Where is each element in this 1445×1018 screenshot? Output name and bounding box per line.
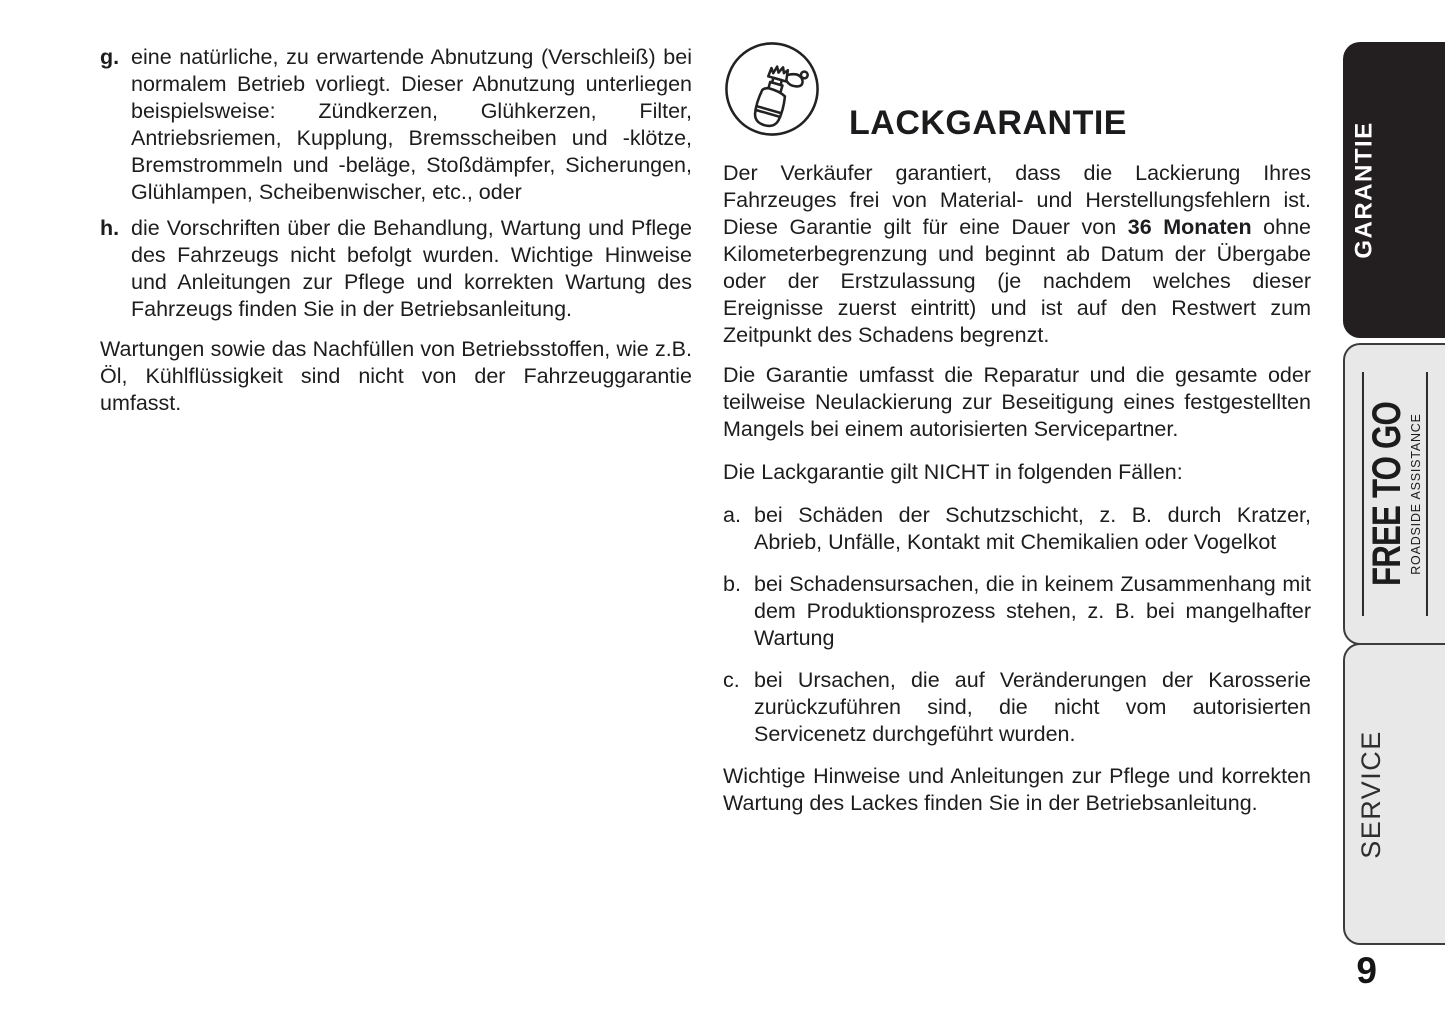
list-item-text: eine natürliche, zu erwartende Abnutzung (Verschleiß) bei normalem Betrieb vorliegt. Dieser Abnutzung unterliegen beispielsweise: Zündkerzen, Glühkerzen, Filter, Antriebsriemen, Kupplung, Bremsscheiben und -klötze, Bremstrommeln und -beläge, Stoßdämpfer, Sicherungen, Glühlampen, Scheibenwischer, etc., oder bbox=[131, 45, 692, 204]
tab-label-wrap bbox=[1343, 42, 1445, 338]
exclusion-label: a. bbox=[723, 503, 741, 527]
section-title: LACKGARANTIE bbox=[849, 104, 1127, 142]
tab-garantie-label: GARANTIE bbox=[1351, 121, 1378, 259]
paragraph-text: ohne Kilometerbegrenzung und beginnt ab Datum der Übergabe oder der Erstzulassung (je nachdem welches dieser Ereignisse zuerst eintritt) und ist auf den Restwert zum Zeitpunkt des Schadens begrenzt. bbox=[723, 215, 1311, 347]
section-header bbox=[723, 40, 1311, 142]
exclusion-item-b bbox=[723, 571, 1311, 652]
tab-label-wrap bbox=[1345, 345, 1445, 643]
list-item-g bbox=[100, 44, 692, 206]
paragraph-text: Der Verkäufer garantiert, dass die Lackierung Ihres Fahrzeuges frei von Material- und Herstellungsfehlern ist. Diese Garantie gilt für eine Dauer von bbox=[723, 161, 1311, 239]
exclusion-text: bei Schadensursachen, die in keinem Zusammenhang mit dem Produktionsprozess stehen, z. B. bei mangelhafter Wartung bbox=[754, 572, 1311, 650]
exclusions-intro: Die Lackgarantie gilt NICHT in folgenden Fällen: bbox=[723, 460, 1183, 484]
exclusion-label: c. bbox=[723, 668, 740, 692]
tab-service[interactable] bbox=[1343, 643, 1445, 945]
tab-free-to-go-label: FREE TO GO bbox=[1365, 401, 1409, 587]
tab-free-to-go-sublabel: ROADSIDE ASSISTANCE bbox=[1409, 413, 1423, 575]
list-item-label: h. bbox=[100, 216, 120, 240]
warranty-paragraph-2: Die Garantie umfasst die Reparatur und die gesamte oder teilweise Neulackierung zur Beseitigung eines festgestellten Mangels bei einem autorisierten Servicepartner. bbox=[723, 363, 1311, 441]
tab-label-wrap bbox=[1345, 645, 1445, 943]
care-instructions-note: Wichtige Hinweise und Anleitungen zur Pflege und korrekten Wartung des Lackes finden Sie in der Betriebsanleitung. bbox=[723, 764, 1311, 815]
exclusion-text: bei Schäden der Schutzschicht, z. B. durch Kratzer, Abrieb, Unfälle, Kontakt mit Chemikalien oder Vogelkot bbox=[754, 503, 1311, 554]
exclusion-text: bei Ursachen, die auf Veränderungen der Karosserie zurückzuführen sind, die nicht vom autorisierten Servicenetz durchgeführt wurden. bbox=[754, 668, 1311, 746]
exclusion-label: b. bbox=[723, 572, 741, 596]
list-item-h bbox=[100, 215, 692, 323]
warranty-paragraph-1 bbox=[723, 160, 1311, 349]
maintenance-note: Wartungen sowie das Nachfüllen von Betriebsstoffen, wie z.B. Öl, Kühlflüssigkeit sind nicht von der Fahrzeuggarantie umfasst. bbox=[100, 337, 692, 415]
exclusion-item-c bbox=[723, 667, 1311, 748]
tab-garantie[interactable] bbox=[1343, 42, 1445, 338]
free-to-go-logo bbox=[1362, 372, 1428, 616]
paint-warranty-section bbox=[723, 40, 1311, 839]
spray-gun-icon bbox=[723, 40, 821, 138]
warranty-duration: 36 Monaten bbox=[1127, 215, 1252, 239]
free-to-go-stack bbox=[1362, 372, 1428, 616]
exclusion-item-a bbox=[723, 502, 1311, 556]
list-item-text: die Vorschriften über die Behandlung, Wartung und Pflege des Fahrzeugs nicht befolgt wurden. Wichtige Hinweise und Anleitungen zur Pflege und korrekten Wartung des Fahrzeugs finden Sie in der Betriebsanleitung. bbox=[131, 216, 692, 321]
page-number: 9 bbox=[1356, 950, 1377, 991]
list-item-label: g. bbox=[100, 45, 120, 69]
left-column bbox=[100, 44, 692, 417]
tab-free-to-go[interactable] bbox=[1343, 343, 1445, 645]
tab-service-label: SERVICE bbox=[1355, 729, 1386, 859]
